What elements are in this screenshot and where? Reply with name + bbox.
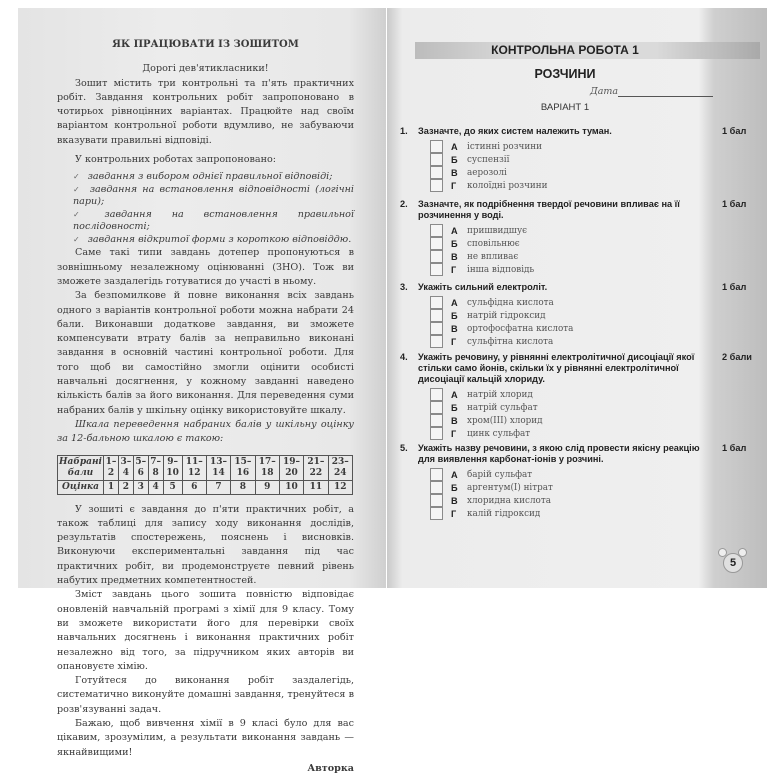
answer-option[interactable] [430, 401, 710, 414]
answer-checkbox[interactable] [430, 263, 443, 276]
list-item: ✓ завдання з вибором однієї правильної відповіді; [73, 171, 354, 184]
question-number: 1. [400, 126, 408, 136]
answer-checkbox[interactable] [430, 322, 443, 335]
paragraph: Бажаю, щоб вивчення хімії в 9 класі було для вас цікавим, зрозумілим, а результати виконання завдань — якнайвищими! [57, 717, 354, 758]
question-points: 1 бал [722, 199, 747, 209]
answer-checkbox[interactable] [430, 481, 443, 494]
points-cell: 23–24 [328, 455, 352, 480]
page-number: 5 [723, 553, 743, 573]
option-text: хлоридна кислота [467, 495, 551, 506]
answer-checkbox[interactable] [430, 335, 443, 348]
question-number: 5. [400, 443, 408, 453]
answer-option[interactable] [430, 494, 710, 507]
answer-checkbox[interactable] [430, 494, 443, 507]
answer-checkbox[interactable] [430, 166, 443, 179]
answer-option[interactable] [430, 140, 710, 153]
option-text: аерозолі [467, 167, 507, 178]
points-cell: 5–6 [133, 455, 148, 480]
answer-checkbox[interactable] [430, 468, 443, 481]
date-label: Дата [590, 86, 619, 97]
question-points: 1 бал [722, 443, 747, 453]
answer-checkbox[interactable] [430, 179, 443, 192]
question-points: 1 бал [722, 282, 747, 292]
paragraph: За безпомилкове й повне виконання всіх завдань одного з варіантів контрольної роботи можна набрати 24 бали. Виконавши додаткове завдання, ви зможете компенсувати втрату балів за неправильно виконані завдання в основній частині контрольної роботи. Для того щоб ви самостійно змогли оцінити особисті навчальні досягнення, у кожному завданні наведено кількість балів за його виконання. Для переведення суми набраних балів у шкільну оцінку використовуйте шкалу. [57, 290, 354, 416]
question-text: Зазначте, до яких систем належить туман. [418, 126, 612, 136]
variant-label: ВАРІАНТ 1 [540, 102, 590, 113]
points-cell: 15–16 [231, 455, 255, 480]
list-item: ✓ завдання відкритої форми з короткою відповіддю. [73, 234, 354, 247]
answer-checkbox[interactable] [430, 414, 443, 427]
points-cell: 11–12 [182, 455, 206, 480]
paragraph: У контрольних роботах запропоновано: [75, 154, 277, 166]
question-text: Укажіть речовину, у рівнянні електролітичної дисоціації якої стільки само йонів, скільки їх у рівнянні електролітичної дисоціації кальцій хлориду. [418, 352, 695, 384]
option-text: аргентум(I) нітрат [467, 482, 553, 493]
question [400, 282, 710, 348]
topic-title: РОЗЧИНИ [534, 67, 596, 81]
question-text: Зазначте, як подрібнення твердої речовини впливає на її розчинення у воді. [418, 199, 680, 220]
grade-cell: 5 [163, 480, 182, 494]
option-letter: Г [451, 264, 457, 275]
answer-checkbox[interactable] [430, 427, 443, 440]
answer-checkbox[interactable] [430, 153, 443, 166]
answer-checkbox[interactable] [430, 309, 443, 322]
question [400, 352, 710, 440]
points-cell: 17–18 [255, 455, 279, 480]
answer-checkbox[interactable] [430, 507, 443, 520]
grade-cell: 8 [231, 480, 255, 494]
points-cell: 3–4 [118, 455, 133, 480]
answer-option[interactable] [430, 237, 710, 250]
grade-scale-table [57, 455, 353, 495]
paragraph: Зміст завдань цього зошита повністю відповідає оновленій навчальній програмі з хімії для 9 класу. Тому ви зможете використати його для перевірки своїх навчальних досягнень і виконання практичних робіт незалежно від того, за підручником яких авторів ви опановуєте хімію. [57, 589, 354, 672]
answer-option[interactable] [430, 427, 710, 440]
paragraph: У зошиті є завдання до п'яти практичних робіт, а також таблиці для запису ходу виконання дослідів, результатів спостережень, пояснень і висновків. Виконуючи експериментальні завдання під час практичних робіт, ви продемонструєте певний рівень набутих предметних компетентностей. [57, 503, 354, 587]
points-cell: 7–8 [148, 455, 163, 480]
question-text: Укажіть назву речовини, з якою слід провести якісну реакцію для виявлення карбонат-іонів у розчині. [418, 443, 700, 464]
answer-option[interactable] [430, 250, 710, 263]
answer-option[interactable] [430, 335, 710, 348]
question-number: 3. [400, 282, 408, 292]
option-letter: В [451, 323, 458, 334]
answer-option[interactable] [430, 309, 710, 322]
grade-cell: 6 [182, 480, 206, 494]
answer-checkbox[interactable] [430, 401, 443, 414]
answer-checkbox[interactable] [430, 224, 443, 237]
answer-option[interactable] [430, 153, 710, 166]
answer-option[interactable] [430, 296, 710, 309]
date-field[interactable] [618, 96, 713, 97]
answer-checkbox[interactable] [430, 250, 443, 263]
option-text: істинні розчини [467, 141, 542, 152]
answer-option[interactable] [430, 224, 710, 237]
answer-checkbox[interactable] [430, 388, 443, 401]
option-text: натрій гідроксид [467, 310, 546, 321]
row-label: Оцінка [58, 480, 104, 494]
option-letter: В [451, 495, 458, 506]
option-text: барій сульфат [467, 469, 533, 480]
grade-cell: 1 [104, 480, 119, 494]
answer-option[interactable] [430, 414, 710, 427]
question-points: 2 бали [722, 352, 752, 362]
points-cell: 21–22 [304, 455, 328, 480]
option-letter: Б [451, 482, 458, 493]
answer-option[interactable] [430, 166, 710, 179]
option-letter: В [451, 251, 458, 262]
option-text: хром(III) хлорид [467, 415, 543, 426]
question-number: 2. [400, 199, 408, 209]
option-letter: В [451, 167, 458, 178]
option-letter: А [451, 297, 458, 308]
grade-cell: 7 [206, 480, 230, 494]
answer-option[interactable] [430, 507, 710, 520]
answer-option[interactable] [430, 481, 710, 494]
option-letter: А [451, 225, 458, 236]
answer-checkbox[interactable] [430, 296, 443, 309]
option-letter: Г [451, 180, 457, 191]
option-letter: Б [451, 154, 458, 165]
points-cell: 19–20 [279, 455, 303, 480]
option-letter: Г [451, 508, 457, 519]
paragraph: Готуйтеся до виконання робіт заздалегідь, систематично виконуйте домашні завдання, тренуйтеся в розв'язуванні задач. [57, 675, 354, 715]
answer-option[interactable] [430, 179, 710, 192]
grade-cell: 9 [255, 480, 279, 494]
option-letter: Б [451, 310, 458, 321]
grade-cell: 11 [304, 480, 328, 494]
question [400, 126, 710, 192]
points-cell: 1–2 [104, 455, 119, 480]
option-text: натрій хлорид [467, 389, 533, 400]
grade-cell: 3 [133, 480, 148, 494]
question-text: Укажіть сильний електроліт. [418, 282, 548, 292]
scale-caption: Шкала переведення набраних балів у шкільну оцінку за 12-бальною шкалою є такою: [57, 418, 354, 445]
option-letter: А [451, 469, 458, 480]
grade-cell: 4 [148, 480, 163, 494]
answer-checkbox[interactable] [430, 140, 443, 153]
list-item: ✓ завдання на встановлення правильної послідовності; [73, 209, 354, 234]
row-label: Набрані бали [58, 455, 104, 480]
points-cell: 9–10 [163, 455, 182, 480]
greeting: Дорогі дев'ятикласники! [142, 63, 269, 75]
option-letter: А [451, 141, 458, 152]
option-letter: В [451, 415, 458, 426]
option-letter: Г [451, 428, 457, 439]
question-number: 4. [400, 352, 408, 362]
paragraph: Саме такі типи завдань дотепер пропонуються в зовнішньому незалежному оцінюванні (ЗНО). Тож ви зможете заздалегідь готуватися до участі в ньому. [57, 247, 354, 287]
test-header: КОНТРОЛЬНА РОБОТА 1 [491, 43, 639, 57]
grade-cell: 10 [279, 480, 303, 494]
task-types-list [73, 171, 354, 246]
option-text: колоїдні розчини [467, 180, 548, 191]
option-text: сульфідна кислота [467, 297, 554, 308]
question [400, 199, 710, 276]
paragraph: Зошит містить три контрольні та п'ять практичних робіт. Завдання контрольних робіт запропоновано в чотирьох рівноцінних варіантах. Працюйте над своїм варіантом контрольної роботи вдумливо, не забуваючи вказувати правильні відповіді. [57, 77, 354, 146]
list-item: ✓ завдання на встановлення відповідності (логічні пари); [73, 184, 354, 209]
instructions-column [57, 38, 354, 776]
option-letter: Г [451, 336, 457, 347]
option-letter: А [451, 389, 458, 400]
option-text: сульфітна кислота [467, 336, 554, 347]
option-text: пришвидшує [467, 225, 528, 236]
answer-option[interactable] [430, 322, 710, 335]
question [400, 443, 710, 520]
answer-option[interactable] [430, 388, 710, 401]
option-text: натрій сульфат [467, 402, 538, 413]
grade-cell: 12 [328, 480, 352, 494]
answer-option[interactable] [430, 263, 710, 276]
option-text: не впливає [467, 251, 519, 262]
signature: Авторка [307, 762, 354, 774]
option-text: цинк сульфат [467, 428, 531, 439]
option-text: суспензії [467, 154, 510, 165]
option-letter: Б [451, 402, 458, 413]
question-points: 1 бал [722, 126, 747, 136]
points-cell: 13–14 [206, 455, 230, 480]
option-text: інша відповідь [467, 264, 535, 275]
option-text: калій гідроксид [467, 508, 541, 519]
option-text: сповільнює [467, 238, 520, 249]
grade-cell: 2 [118, 480, 133, 494]
option-letter: Б [451, 238, 458, 249]
option-text: ортофосфатна кислота [467, 323, 574, 334]
instructions-title: ЯК ПРАЦЮВАТИ ІЗ ЗОШИТОМ [112, 39, 299, 50]
answer-checkbox[interactable] [430, 237, 443, 250]
answer-option[interactable] [430, 468, 710, 481]
